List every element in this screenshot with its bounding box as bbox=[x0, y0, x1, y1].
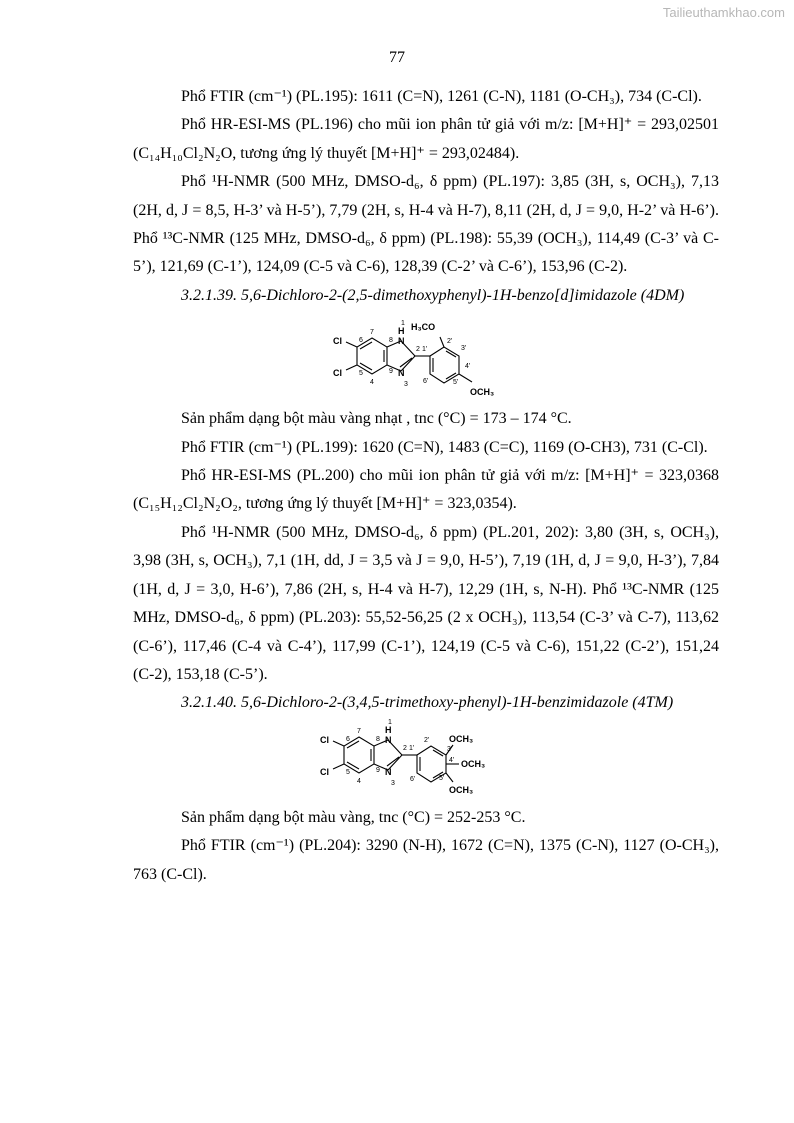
chlorine-label: Cl bbox=[320, 734, 329, 745]
structure-4dm bbox=[133, 310, 719, 405]
nitrogen-label: N bbox=[385, 766, 392, 777]
atom-number: 3' bbox=[461, 345, 467, 353]
atom-number: 4' bbox=[449, 756, 455, 764]
atom-number: 9 bbox=[376, 766, 380, 774]
hydrogen-label: H bbox=[398, 326, 405, 337]
paragraph-appearance-4dm: Sản phẩm dạng bột màu vàng nhạt , tnc (°C) = 173 – 174 °C. bbox=[181, 410, 572, 428]
section-heading-4tm: 3.2.1.40. 5,6-Dichloro-2-(3,4,5-trimethoxy-phenyl)-1H-benzimidazole (4TM) bbox=[181, 694, 674, 712]
atom-number: 2' bbox=[424, 736, 430, 744]
atom-number: 4 bbox=[357, 777, 361, 785]
atom-number: 5 bbox=[359, 370, 363, 378]
methoxy-label: H₃CO bbox=[411, 322, 436, 333]
paragraph-nmr-1: Phổ ¹H-NMR (500 MHz, DMSO-d₆, δ ppm) (PL.197): 3,85 (3H, s, OCH₃), 7,13 (2H, d, J = 8,5, H-3’ và H-5’), 7,79 (2H, s, H-4 và H-7), 8,11 (2H, d, J = 9,0, H-2’ và H-6’). Phổ ¹³C-NMR (125 MHz, DMSO-d₆, δ ppm) (PL.198): 55,39 (OCH₃), 114,49 (C-3’ và C-5’), 121,69 (C-1’), 124,09 (C-5 và C-6), 128,39 (C-2’ và C-6’), 153,96 (C-2). bbox=[133, 173, 719, 276]
nitrogen-label: N bbox=[398, 368, 405, 379]
atom-number: 6 bbox=[359, 337, 363, 345]
atom-number: 5' bbox=[439, 774, 445, 782]
watermark: Tailieuthamkhao.com bbox=[662, 5, 785, 20]
chlorine-label: Cl bbox=[333, 336, 342, 347]
atom-number: 7 bbox=[357, 727, 361, 735]
atom-number: 5' bbox=[453, 379, 459, 387]
methoxy-label: OCH₃ bbox=[461, 758, 486, 769]
atom-number: 8 bbox=[389, 337, 393, 345]
atom-number: 1 bbox=[401, 320, 405, 328]
methoxy-label: OCH₃ bbox=[470, 387, 495, 398]
atom-number: 4' bbox=[465, 363, 471, 371]
atom-number: 1' bbox=[422, 346, 428, 354]
atom-number: 3 bbox=[404, 381, 408, 389]
molecule-4tm-diagram bbox=[133, 718, 719, 804]
paragraph-ftir-4tm: Phổ FTIR (cm⁻¹) (PL.204): 3290 (N-H), 1672 (C=N), 1375 (C-N), 1127 (O-CH₃), 763 (C-Cl). bbox=[133, 837, 719, 883]
hydrogen-label: H bbox=[385, 724, 392, 735]
nitrogen-label: N bbox=[385, 734, 392, 745]
atom-number: 6' bbox=[410, 775, 416, 783]
atom-number: 1 bbox=[388, 718, 392, 726]
atom-number: 2 bbox=[416, 346, 420, 354]
nitrogen-label: N bbox=[398, 336, 405, 347]
section-heading-4dm: 3.2.1.39. 5,6-Dichloro-2-(2,5-dimethoxyphenyl)-1H-benzo[d]imidazole (4DM) bbox=[181, 286, 685, 304]
page-number: 77 bbox=[389, 49, 405, 66]
atom-number: 4 bbox=[370, 379, 374, 387]
methoxy-label: OCH₃ bbox=[449, 784, 474, 795]
chlorine-label: Cl bbox=[333, 368, 342, 379]
atom-number: 6' bbox=[423, 378, 429, 386]
atom-number: 2' bbox=[447, 338, 453, 346]
molecule-4dm-diagram bbox=[133, 310, 719, 405]
methoxy-label: OCH₃ bbox=[449, 733, 474, 744]
atom-number: 7 bbox=[370, 329, 374, 337]
atom-number: 6 bbox=[346, 735, 350, 743]
atom-number: 3' bbox=[447, 745, 453, 753]
paragraph-ftir-4dm: Phổ FTIR (cm⁻¹) (PL.199): 1620 (C=N), 1483 (C=C), 1169 (O-CH3), 731 (C-Cl). bbox=[181, 438, 708, 456]
chlorine-label: Cl bbox=[320, 766, 329, 777]
paragraph-nmr-4dm: Phổ ¹H-NMR (500 MHz, DMSO-d₆, δ ppm) (PL.201, 202): 3,80 (3H, s, OCH₃), 3,98 (3H, s, OCH₃), 7,1 (1H, dd, J = 3,5 và J = 9,0, H-5’), 7,19 (1H, d, J = 9,0, H-3’), 7,84 (1H, d, J = 3,0, H-6’), 7,86 (2H, s, H-4 và H-7), 12,29 (1H, s, N-H). Phổ ¹³C-NMR (125 MHz, DMSO-d₆, δ ppm) (PL.203): 55,52-56,25 (2 x OCH₃), 113,54 (C-3’ và C-7), 113,62 (C-6’), 117,46 (C-4 và C-4’), 117,99 (C-1’), 124,19 (C-5 và C-6), 151,22 (C-2’), 151,24 (C-2), 153,18 (C-5’). bbox=[133, 523, 719, 683]
atom-number: 2 bbox=[403, 744, 407, 752]
atom-number: 3 bbox=[391, 779, 395, 787]
paragraph-hrms-1: Phổ HR-ESI-MS (PL.196) cho mũi ion phân tử giả với m/z: [M+H]⁺ = 293,02501 (C₁₄H₁₀Cl₂N₂O, tương ứng lý thuyết [M+H]⁺ = 293,02484). bbox=[133, 116, 719, 162]
atom-number: 5 bbox=[346, 768, 350, 776]
paragraph-ftir-1: Phổ FTIR (cm⁻¹) (PL.195): 1611 (C=N), 1261 (C-N), 1181 (O-CH₃), 734 (C-Cl). bbox=[181, 88, 702, 105]
atom-number: 8 bbox=[376, 735, 380, 743]
document-body bbox=[133, 83, 719, 889]
atom-number: 1' bbox=[409, 744, 415, 752]
atom-number: 9 bbox=[389, 368, 393, 376]
paragraph-hrms-4dm: Phổ HR-ESI-MS (PL.200) cho mũi ion phân tử giả với m/z: [M+H]⁺ = 323,0368 (C₁₅H₁₂Cl₂N₂O₂, tương ứng lý thuyết [M+H]⁺ = 323,0354). bbox=[133, 467, 719, 513]
structure-4tm bbox=[133, 718, 719, 804]
paragraph-appearance-4tm: Sản phẩm dạng bột màu vàng, tnc (°C) = 252-253 °C. bbox=[181, 808, 526, 826]
